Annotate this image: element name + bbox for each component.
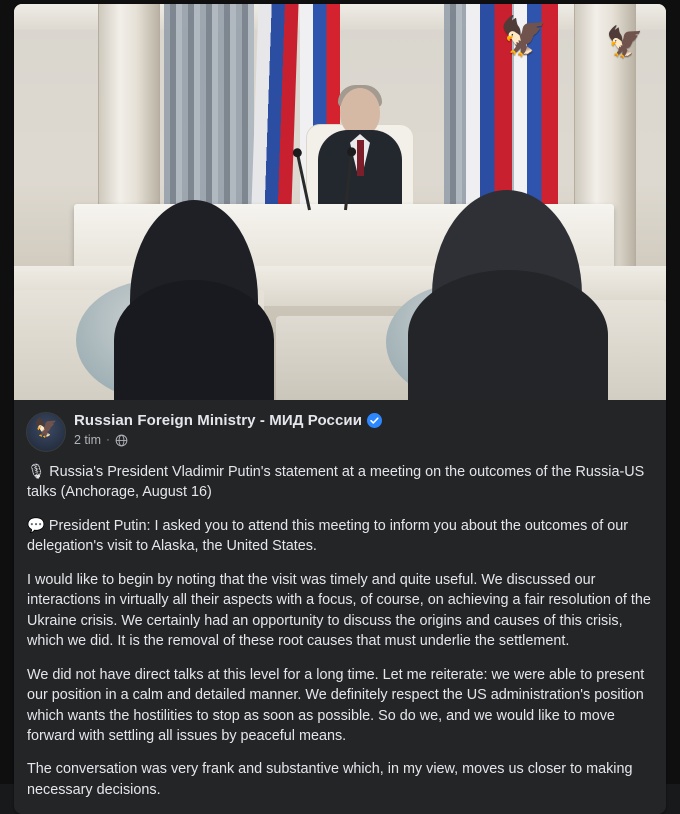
post-paragraph: The conversation was very frank and substantive which, in my view, moves us closer to making necessary decisions. bbox=[27, 759, 653, 800]
image-speaker-head bbox=[340, 88, 380, 136]
eagle-crest-icon: 🦅 bbox=[500, 18, 547, 56]
post-card bbox=[14, 4, 666, 814]
globe-icon[interactable] bbox=[115, 434, 128, 447]
image-attendee-right bbox=[432, 190, 582, 400]
post-timestamp[interactable]: 2 tim bbox=[74, 433, 101, 447]
avatar-crest-icon: 🦅 bbox=[27, 419, 65, 438]
verified-badge-icon bbox=[367, 413, 382, 428]
avatar[interactable] bbox=[26, 412, 66, 452]
page-name-row bbox=[74, 412, 654, 430]
image-speaker bbox=[318, 88, 402, 218]
post-paragraph: 🎙 Russia's President Vladimir Putin's statement at a meeting on the outcomes of the Russia-US talks (Anchorage, August 16) bbox=[27, 462, 653, 503]
image-attendee-left bbox=[130, 200, 258, 400]
image-foreground bbox=[14, 250, 666, 400]
meta-separator: · bbox=[106, 434, 110, 446]
post-image[interactable] bbox=[14, 4, 666, 400]
post-paragraph: I would like to begin by noting that the visit was timely and quite useful. We discussed our interactions in virtually all their aspects with a focus, of course, on achieving a fair resolution of the Ukraine crisis. We certainly had an opportunity to discuss the origins and causes of this crisis, which we did. It is the removal of these root causes that must underlie the settlement. bbox=[27, 570, 653, 652]
post-text bbox=[14, 452, 666, 814]
post-header bbox=[14, 400, 666, 452]
eagle-crest-icon: 🦅 bbox=[606, 28, 643, 58]
image-speaker-tie bbox=[357, 140, 364, 176]
post-meta bbox=[74, 433, 654, 447]
post-paragraph: We did not have direct talks at this level for a long time. Let me reiterate: we were able to present our position in a calm and detailed manner. We definitely respect the US administration's position which wants the hostilities to stop as soon as possible. So do we, and we would like to move forward with settling all issues by peaceful means. bbox=[27, 665, 653, 747]
page-name[interactable]: Russian Foreign Ministry - МИД России bbox=[74, 412, 362, 429]
post-paragraph: 💬 President Putin: I asked you to attend this meeting to inform you about the outcomes of our delegation's visit to Alaska, the United States. bbox=[27, 516, 653, 557]
post-header-text bbox=[74, 412, 654, 447]
